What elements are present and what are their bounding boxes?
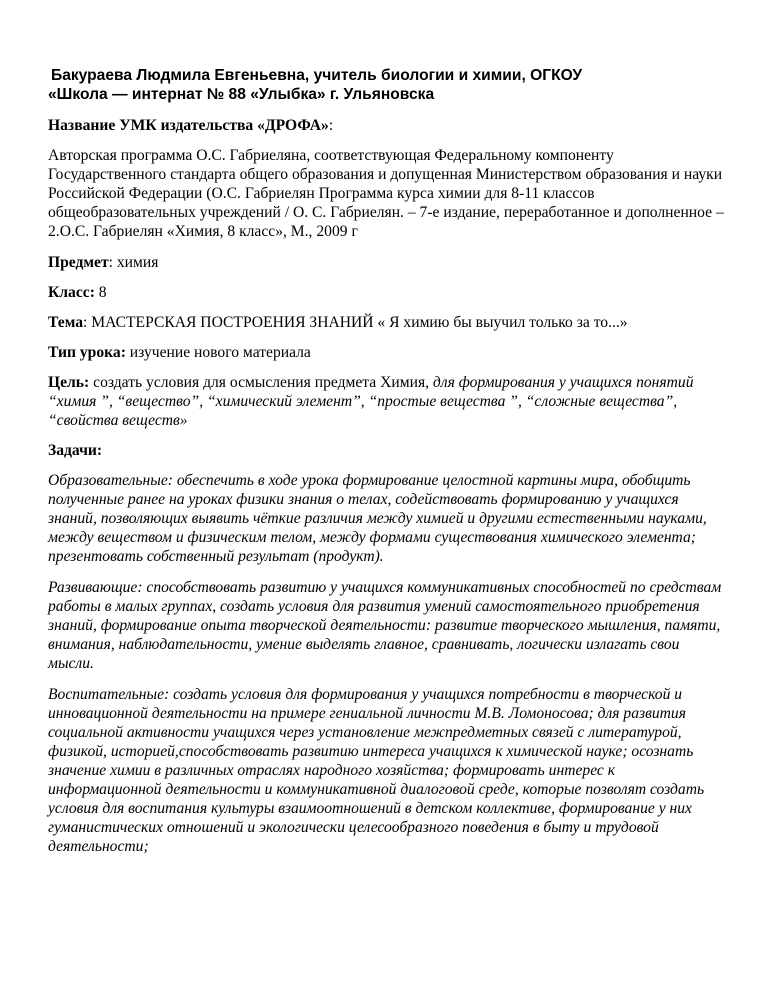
subject-value: : химия — [108, 254, 159, 271]
document-page — [48, 66, 728, 868]
grade-label: Класс: — [48, 284, 95, 301]
goal-label: Цель: — [48, 374, 90, 391]
author-line-1: Бакураева Людмила Евгеньевна, учитель биологии и химии, ОГКОУ — [51, 67, 583, 84]
umk-colon: : — [328, 117, 334, 134]
topic-value: : МАСТЕРСКАЯ ПОСТРОЕНИЯ ЗНАНИЙ « Я химию бы выучил только за то...» — [83, 314, 628, 331]
topic-line — [48, 313, 728, 332]
subject-line — [48, 253, 728, 272]
tasks-developing: Развивающие: способствовать развитию у учащихся коммуникативных способностей по средствам работы в малых группах, создать условия для развития умений самостоятельного приобретения знаний, формирование опыта творческой деятельности: развитие творческого мышления, памяти, внимания, наблюдательности, умение выделять главное, сравнивать, логически излагать свои мысли. — [48, 579, 722, 672]
goal-block — [48, 373, 728, 430]
goal-italic-text: для формирования у учащихся понятий “химия ”, “вещество”, “химический элемент”, “простые вещества ”, “сложные вещества”, “свойства веществ» — [48, 374, 694, 429]
lesson-type-value: изучение нового материала — [125, 344, 311, 361]
tasks-label: Задачи: — [48, 442, 103, 459]
author-line-2: «Школа — интернат № 88 «Улыбка» г. Ульяновска — [48, 86, 435, 103]
grade-line — [48, 283, 728, 302]
umk-title — [48, 116, 728, 135]
umk-description: Авторская программа О.С. Габриеляна, соответствующая Федеральному компоненту Государственного стандарта общего образования и допущенная Министерством образования и науки Российской Федерации (О.С. Габриелян Программа курса химии для 8-11 классов общеобразовательных учреждений / О. С. Габриелян. – 7-е издание, переработанное и дополненное – 2.О.С. Габриелян «Химия, 8 класс», М., 2009 г — [48, 147, 724, 240]
tasks-heading — [48, 441, 728, 460]
tasks-upbringing: Воспитательные: создать условия для формирования у учащихся потребности в творческой и инновационной деятельности на примере гениальной личности М.В. Ломоносова; для развития социальной активности учащихся через установление межпредметных связей с литературой, физикой, историей,способствовать развитию интереса учащихся к химической науке; осознать значение химии в различных отраслях народного хозяйства; формировать интерес к информационной деятельности и коммуникативной диалоговой среде, которые позволят создать условия для воспитания культуры взаимоотношений в детском коллективе, формирование у них гуманистических отношений и экологически целесообразного поведения в быту и трудовой деятельности; — [48, 686, 705, 855]
subject-label: Предмет — [48, 254, 109, 271]
grade-value: 8 — [94, 284, 107, 301]
lesson-type-label: Тип урока: — [48, 344, 126, 361]
tasks-educational: Образовательные: обеспечить в ходе урока формирование целостной картины мира, обобщить полученные ранее на уроках физики знания о телах, содействовать формированию у учащихся знаний, позволяющих выявить чёткие различия между химией и другими естественными науками, между веществом и физическим телом, между формами существования химического элемента; презентовать собственный результат (продукт). — [48, 472, 707, 565]
goal-plain-text: создать условия для осмысления предмета Химия, — [89, 374, 433, 391]
lesson-type-line — [48, 343, 728, 362]
topic-label: Тема — [48, 314, 84, 331]
author-heading — [48, 66, 728, 104]
umk-label: Название УМК издательства «ДРОФА» — [48, 117, 329, 134]
